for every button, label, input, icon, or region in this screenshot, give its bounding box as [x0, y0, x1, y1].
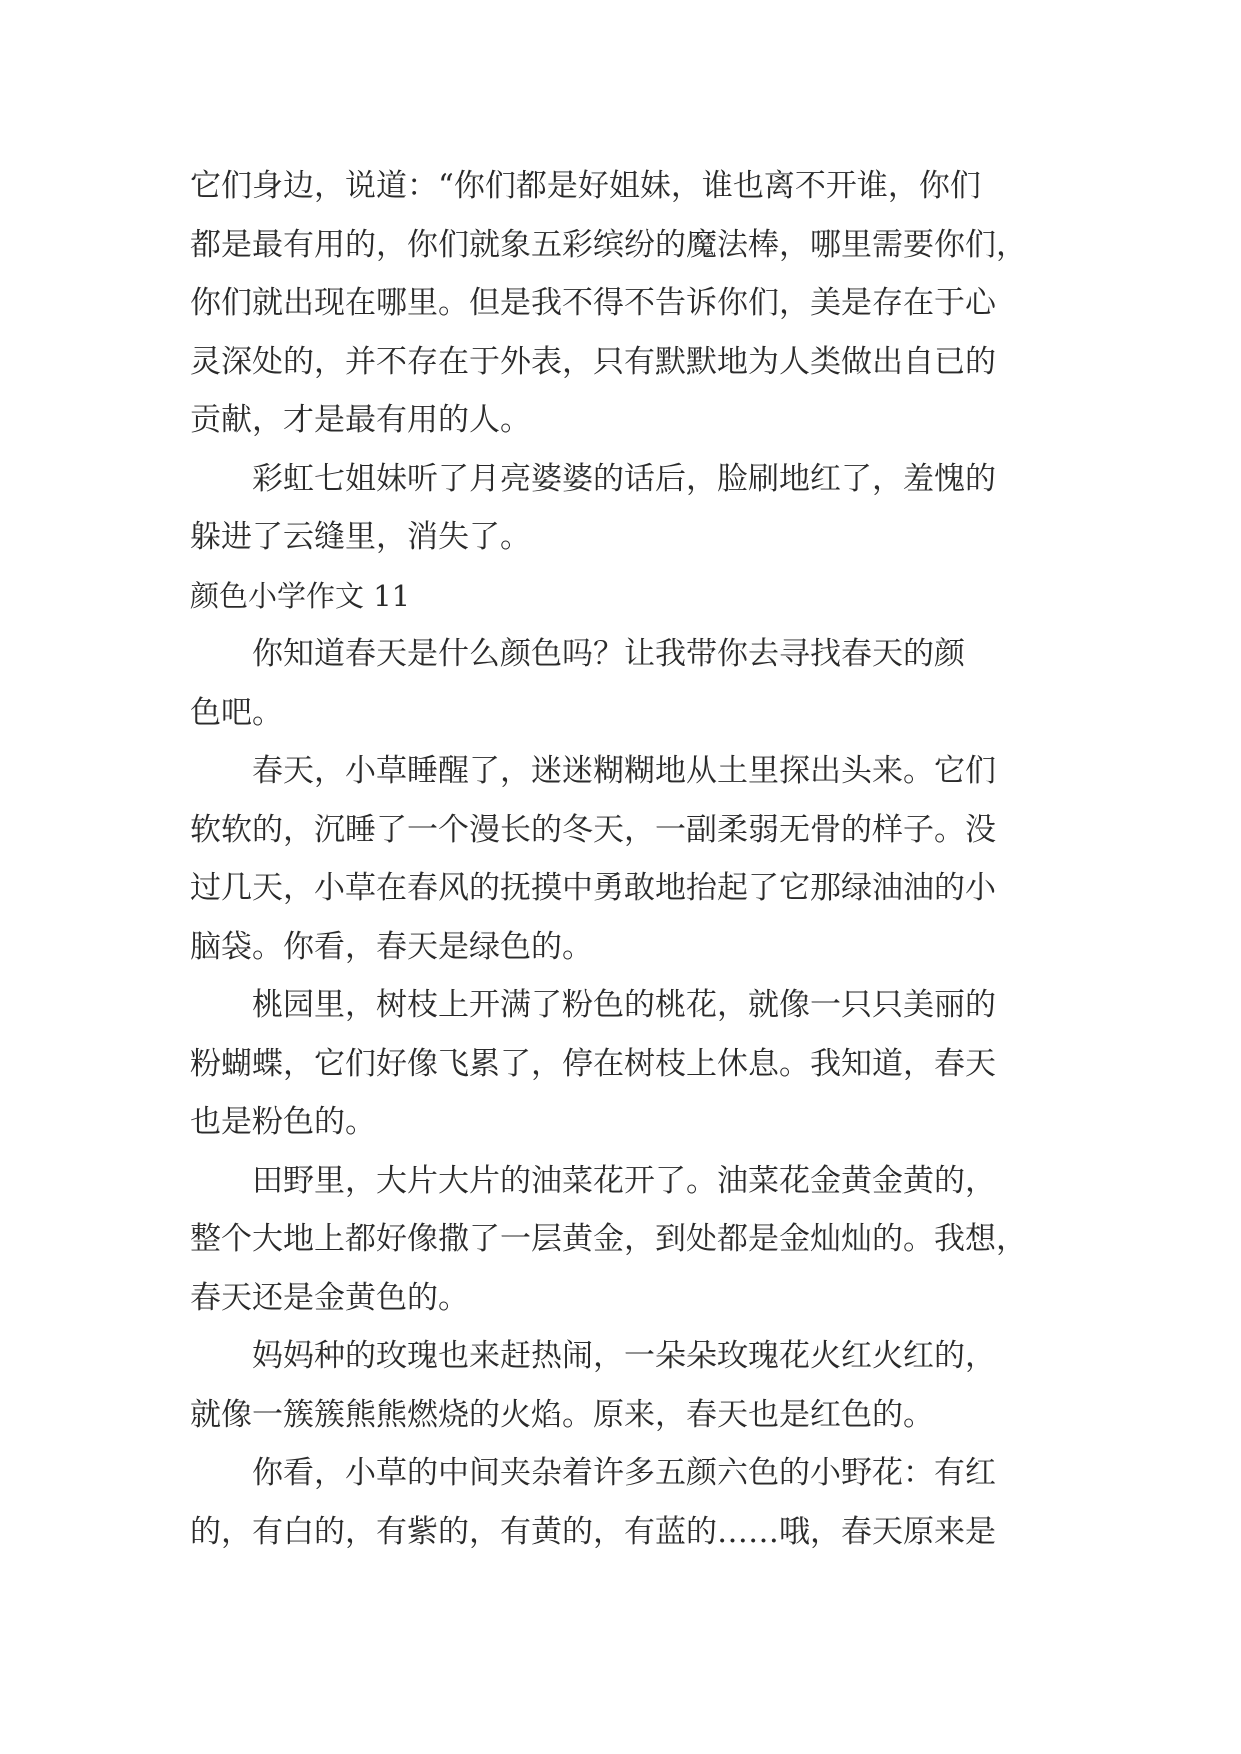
text-line: 色吧。	[190, 694, 283, 731]
text-line: 桃园里，树枝上开满了粉色的桃花，就像一只只美丽的	[252, 987, 996, 1023]
text-line: 整个大地上都好像撒了一层黄金，到处都是金灿灿的。我想，	[190, 1221, 1027, 1257]
paragraph-spring-colorful	[190, 1444, 1050, 1561]
section-title: 颜色小学作文 11	[190, 578, 411, 613]
text-line: 贡献，才是最有用的人。	[190, 402, 531, 438]
text-line: 春天还是金黄色的。	[190, 1279, 469, 1316]
text-line: 你知道春天是什么颜色吗？让我带你去寻找春天的颜	[252, 636, 965, 672]
text-line: 妈妈种的玫瑰也来赶热闹，一朵朵玫瑰花火红火红的，	[252, 1338, 996, 1374]
text-line: 它们身边，说道：“你们都是好姐妹，谁也离不开谁，你们	[190, 168, 981, 204]
paragraph-spring-pink	[190, 976, 1050, 1152]
text-line: 粉蝴蝶，它们好像飞累了，停在树枝上休息。我知道，春天	[190, 1045, 996, 1082]
text-line: 也是粉色的。	[190, 1104, 376, 1140]
text-line: 灵深处的，并不存在于外表，只有默默地为人类做出自已的	[190, 343, 996, 380]
text-line: 的，有白的，有紫的，有黄的，有蓝的……哦，春天原来是	[190, 1513, 996, 1550]
paragraph-spring-green	[190, 742, 1050, 976]
text-line: 过几天，小草在春风的抚摸中勇敢地抬起了它那绿油油的小	[190, 870, 996, 906]
text-line: 都是最有用的，你们就象五彩缤纷的魔法棒，哪里需要你们，	[190, 226, 1027, 263]
text-line: 你看，小草的中间夹杂着许多五颜六色的小野花：有红	[252, 1455, 996, 1491]
text-line: 躲进了云缝里，消失了。	[190, 519, 531, 555]
text-line: 就像一簇簇熊熊燃烧的火焰。原来，春天也是红色的。	[190, 1396, 934, 1433]
paragraph-continuation	[190, 157, 1050, 450]
text-line: 春天，小草睡醒了，迷迷糊糊地从土里探出头来。它们	[252, 753, 996, 789]
paragraph-spring-red	[190, 1327, 1050, 1444]
text-line: 软软的，沉睡了一个漫长的冬天，一副柔弱无骨的样子。没	[190, 811, 996, 848]
text-line: 脑袋。你看，春天是绿色的。	[190, 928, 593, 965]
paragraph-spring-intro	[190, 625, 1050, 742]
document-body	[190, 157, 1050, 1561]
paragraph-rainbow-sisters	[190, 450, 1050, 567]
text-line: 田野里，大片大片的油菜花开了。油菜花金黄金黄的，	[252, 1162, 996, 1199]
text-line: 你们就出现在哪里。但是我不得不告诉你们，美是存在于心	[190, 285, 996, 321]
text-line: 彩虹七姐妹听了月亮婆婆的话后，脸刷地红了，羞愧的	[252, 460, 996, 497]
paragraph-spring-gold	[190, 1152, 1050, 1328]
